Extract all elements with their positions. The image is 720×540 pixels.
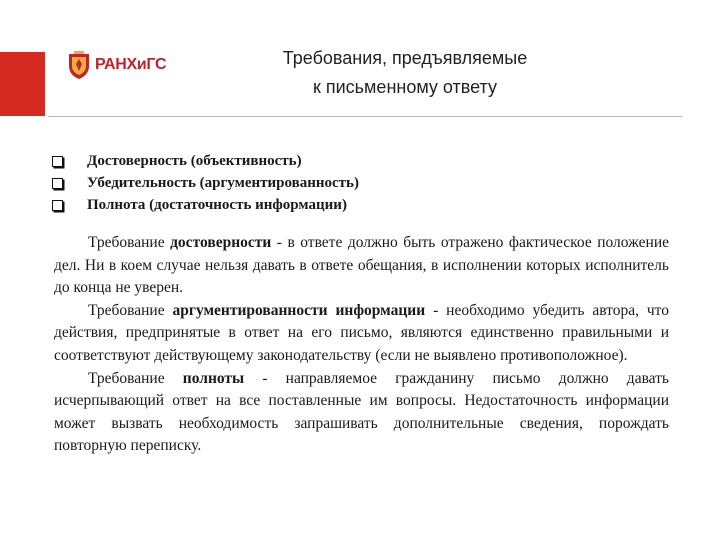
red-accent-bar	[0, 52, 45, 116]
paragraph-text: - направляемое гражданину письмо должно давать исчерпывающий ответ на все поставленные им вопросы. Недостаточность информации может вызвать необходимость запрашивать дополнительные сведения, порождать повторную переписку.	[54, 369, 670, 455]
paragraph-reliability	[54, 232, 669, 300]
checkbox-bullet-icon	[52, 178, 63, 189]
logo	[66, 48, 166, 82]
list-item-label: Убедительность (аргументированность)	[87, 175, 359, 191]
paragraph-completeness	[54, 368, 669, 458]
paragraph-argumentation	[54, 300, 669, 368]
list-item	[52, 172, 672, 194]
list-item-label: Достоверность (объективность)	[87, 153, 302, 169]
body-text	[54, 232, 669, 458]
paragraph-keyword: полноты	[182, 369, 245, 387]
list-item-label: Полнота (достаточность информации)	[87, 197, 347, 213]
title-line-1: Требования, предъявляемые	[282, 48, 528, 68]
slide-title	[170, 44, 640, 102]
title-line-2: к письменному ответу	[313, 77, 497, 97]
checkbox-bullet-icon	[52, 200, 63, 211]
paragraph-text: Требование	[88, 234, 171, 251]
title-divider	[48, 116, 682, 117]
logo-text: РАНХиГС	[95, 56, 167, 73]
paragraph-text: - необходимо убедить автора, что действия, предпринятые в ответ на его письмо, являются единственно правильными и соответствуют действующему законодательству (если не выявлено противоположное).	[54, 301, 669, 364]
list-item	[52, 150, 672, 172]
paragraph-text: Требование	[88, 369, 183, 387]
checkbox-bullet-icon	[52, 156, 63, 167]
paragraph-keyword: достоверности	[170, 234, 272, 251]
paragraph-keyword: аргументированности информации	[172, 301, 426, 319]
requirements-list	[52, 150, 672, 216]
list-item	[52, 194, 672, 216]
paragraph-text: Требование	[88, 301, 173, 319]
emblem-icon	[66, 50, 92, 80]
paragraph-text: - в ответе должно быть отражено фактическое положение дел. Ни в коем случае нельзя давать в ответе обещания, в исполнении которых исполнитель до конца не уверен.	[54, 234, 669, 297]
